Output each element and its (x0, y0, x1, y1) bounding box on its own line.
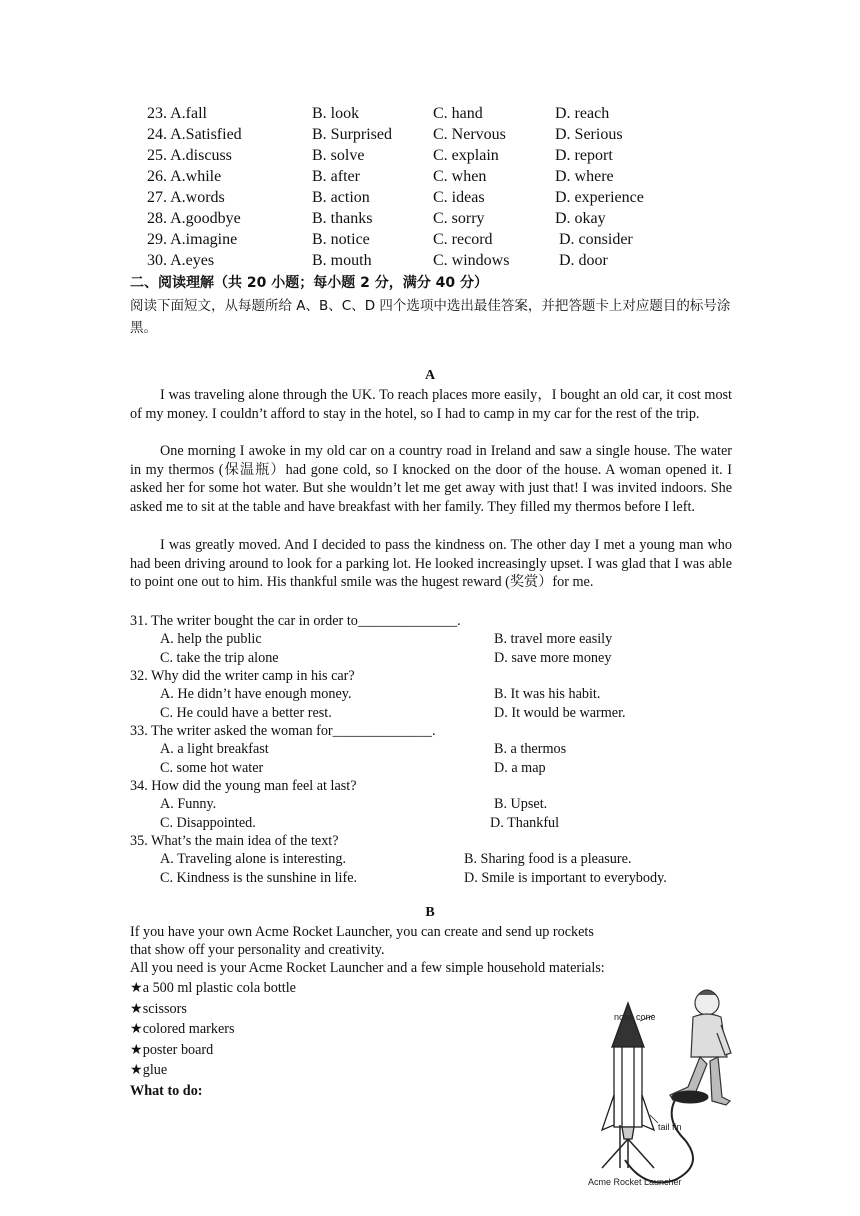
passage-b-intro-3: All you need is your Acme Rocket Launcher and a few simple household materials: (130, 960, 605, 976)
cloze-question-27: 27. A.words (147, 189, 225, 206)
cloze-option-23b: B. look (312, 105, 360, 122)
cloze-question-25: 25. A.discuss (147, 147, 232, 164)
material-item: ★scissors (130, 1001, 187, 1017)
cloze-question-28: 28. A.goodbye (147, 210, 241, 227)
option-34b: B. Upset. (494, 796, 548, 812)
what-to-do-heading: What to do: (130, 1083, 203, 1099)
passage-b-intro-2: that show off your personality and creativity. (130, 942, 385, 958)
option-35b: B. Sharing food is a pleasure. (464, 851, 632, 867)
cloze-option-28d: D. okay (555, 210, 606, 227)
cloze-option-23c: C. hand (433, 105, 483, 122)
option-35d: D. Smile is important to everybody. (464, 870, 667, 886)
section-instruction: 阅读下面短文，从每题所给 A、B、C、D 四个选项中选出最佳答案，并把答题卡上对应题目的标号涂黑。 (130, 298, 731, 336)
cloze-question-30: 30. A.eyes (147, 252, 215, 269)
tail-fin-label: tail fin (658, 1122, 682, 1132)
option-34c: C. Disappointed. (160, 815, 256, 831)
cloze-option-24c: C. Nervous (433, 126, 506, 143)
nose-cone-label: nose cone (614, 1012, 656, 1022)
boy-figure-icon (670, 990, 731, 1105)
option-33b: B. a thermos (494, 741, 567, 757)
option-34d: D. Thankful (490, 815, 560, 831)
cloze-option-27c: C. ideas (433, 189, 485, 206)
rocket-launcher-illustration (580, 985, 750, 1190)
cloze-option-30b: B. mouth (312, 252, 372, 269)
cloze-option-27d: D. experience (555, 189, 644, 206)
option-35c: C. Kindness is the sunshine in life. (160, 870, 358, 886)
question-35: 35. What’s the main idea of the text? (130, 833, 339, 849)
option-34a: A. Funny. (160, 796, 217, 812)
cloze-question-23: 23. A.fall (147, 105, 207, 122)
question-33: 33. The writer asked the woman for______________. (130, 723, 436, 739)
option-31a: A. help the public (160, 631, 262, 647)
passage-b-heading: B (425, 905, 435, 920)
passage-a-heading: A (424, 368, 436, 383)
option-35a: A. Traveling alone is interesting. (160, 851, 346, 867)
option-33a: A. a light breakfast (160, 741, 269, 757)
question-34: 34. How did the young man feel at last? (130, 778, 357, 794)
question-31: 31. The writer bought the car in order to______________. (130, 613, 461, 629)
cloze-option-29d: D. consider (559, 231, 633, 248)
cloze-option-28b: B. thanks (312, 210, 373, 227)
pedal-icon (672, 1091, 708, 1103)
cloze-option-25c: C. explain (433, 147, 499, 164)
cloze-question-29: 29. A.imagine (147, 231, 238, 248)
cloze-option-26d: D. where (555, 168, 614, 185)
section-title: 二、阅读理解（共 20 小题；每小题 2 分，满分 40 分） (130, 275, 488, 291)
option-32a: A. He didn’t have enough money. (160, 686, 352, 702)
rocket-icon (602, 1003, 654, 1139)
cloze-option-26b: B. after (312, 168, 360, 185)
cloze-option-28c: C. sorry (433, 210, 485, 227)
cloze-question-24: 24. A.Satisfied (147, 126, 242, 143)
question-32: 32. Why did the writer camp in his car? (130, 668, 355, 684)
cloze-option-25d: D. report (555, 147, 613, 164)
option-32c: C. He could have a better rest. (160, 705, 332, 721)
cloze-option-25b: B. solve (312, 147, 365, 164)
material-item: ★glue (130, 1062, 168, 1078)
cloze-option-30c: C. windows (433, 252, 510, 269)
cloze-option-29c: C. record (433, 231, 493, 248)
option-32b: B. It was his habit. (494, 686, 601, 702)
option-31b: B. travel more easily (494, 631, 613, 647)
cloze-option-29b: B. notice (312, 231, 370, 248)
cloze-option-27b: B. action (312, 189, 370, 206)
passage-a-paragraph-2: One morning I awoke in my old car on a country road in Ireland and saw a single house. The water in my thermos (保温瓶）had gone cold, so I knocked on the door of the house. A woman opened it. I asked her for some hot water. But she wouldn’t let me get away with just that! I was invited indoors. She asked me to sit at the table and have breakfast with her family. They filled my thermos before I left. (130, 443, 732, 515)
passage-a-paragraph-1: I was traveling alone through the UK. To reach places more easily，I bought an old car, it cost most of my money. I couldn’t afford to stay in the hotel, so I had to camp in my car for the rest of the trip. (130, 387, 732, 422)
passage-b-intro-1: If you have your own Acme Rocket Launcher, you can create and send up rockets (130, 924, 594, 940)
cloze-question-26: 26. A.while (147, 168, 222, 185)
cloze-option-26c: C. when (433, 168, 487, 185)
material-item: ★poster board (130, 1042, 214, 1058)
material-item: ★colored markers (130, 1021, 235, 1037)
option-31d: D. save more money (494, 650, 612, 666)
cloze-option-30d: D. door (559, 252, 608, 269)
option-33c: C. some hot water (160, 760, 264, 776)
cloze-option-23d: D. reach (555, 105, 610, 122)
figure-caption: Acme Rocket Launcher (588, 1177, 682, 1187)
option-31c: C. take the trip alone (160, 650, 279, 666)
cloze-option-24d: D. Serious (555, 126, 623, 143)
option-33d: D. a map (494, 760, 546, 776)
passage-a-paragraph-3: I was greatly moved. And I decided to pass the kindness on. The other day I met a young man who had been driving around to look for a parking lot. He looked increasingly upset. I was glad that I was able to point one out to him. His thankful smile was the hugest reward (奖赏）for me. (130, 537, 732, 591)
cloze-option-24b: B. Surprised (312, 126, 392, 143)
option-32d: D. It would be warmer. (494, 705, 626, 721)
material-item: ★a 500 ml plastic cola bottle (130, 980, 296, 996)
